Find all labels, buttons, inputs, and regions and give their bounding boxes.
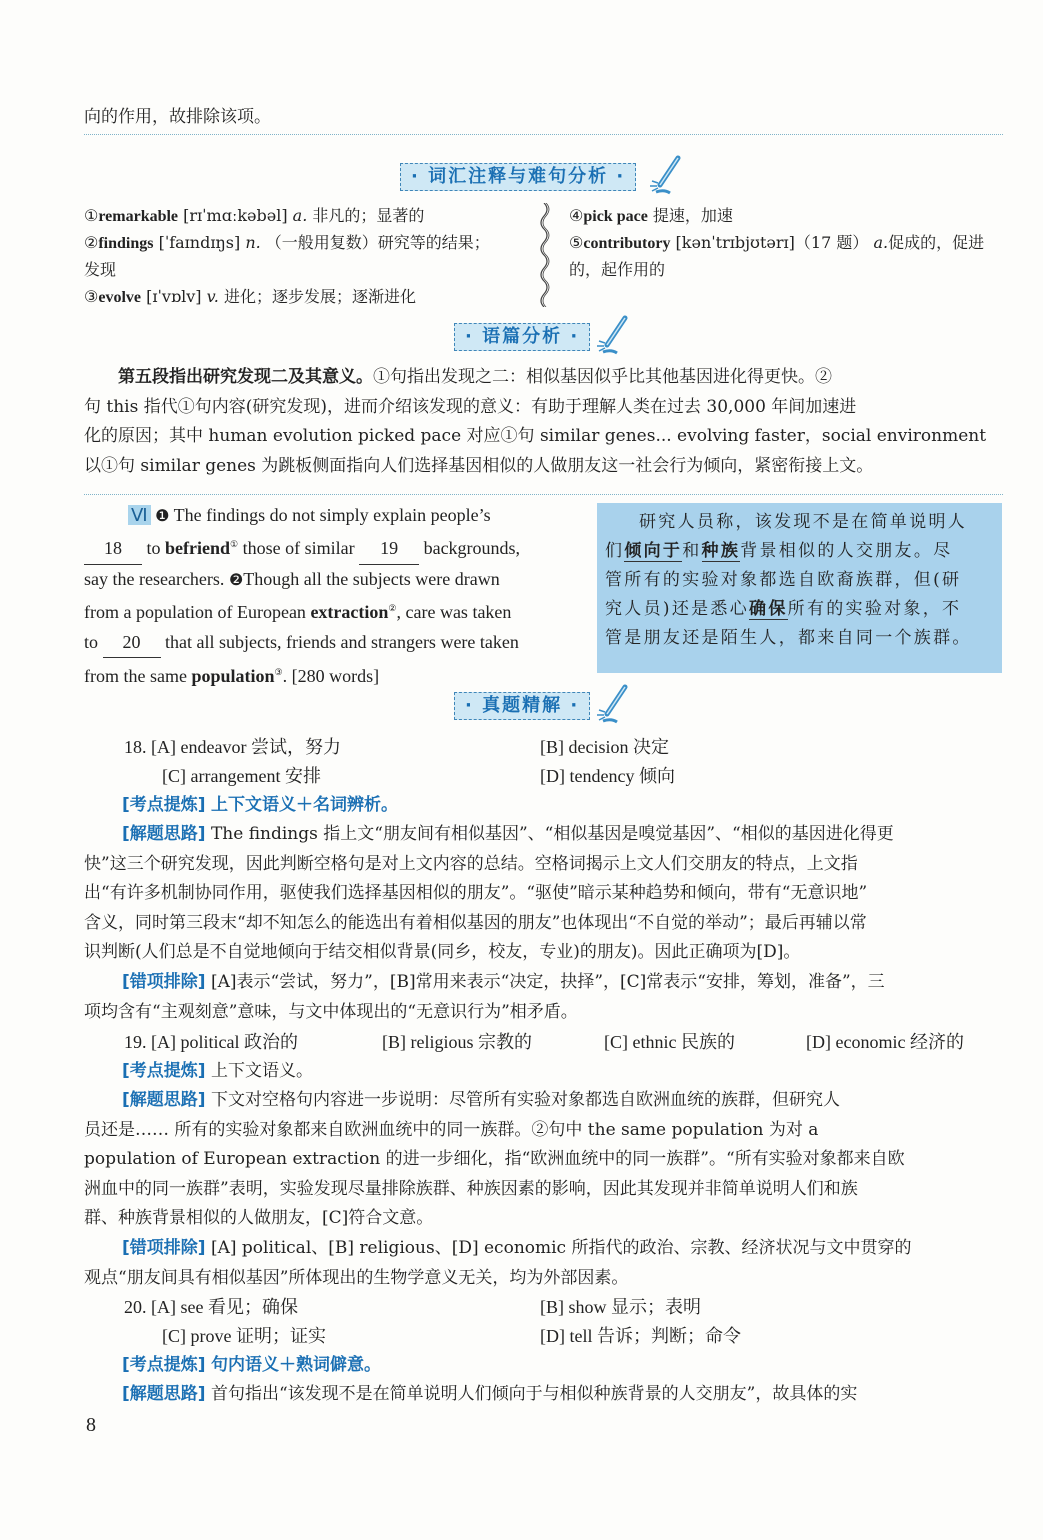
vocab-item-3: ③evolve [ɪˈvɒlv] v. 进化；逐步发展；逐渐进化 [84,287,416,306]
page-number: 8 [86,1414,96,1436]
discourse-analysis: 第五段指出研究发现二及其意义。①句指出发现之二：相似基因似乎比其他基因进化得更快。② 句 this 指代①句内容(研究发现)，进而介绍该发现的意义：有助于理解人类在过去 30,000 年间加速进 化的原因；其中 human evolution picked pace 对应①句 similar genes... evolving faster，social environment 以①句 similar genes 为跳板侧面指向人们选择基因相似的人做朋友这一社会行为倾向，紧密衔接上文。 [84,367,987,476]
section-divider [84,494,1003,495]
blank-18: 18 [84,534,142,564]
pen-icon [595,315,629,355]
vocab-item-2-cont: 发现 [84,260,117,279]
pen-icon [648,155,682,195]
vocab-item-4: ④pick pace 提速，加速 [569,206,733,225]
blank-19: 19 [359,534,419,564]
q20-option-c: [C] prove 证明；证实 [162,1326,326,1346]
vocab-item-1: ①remarkable [rɪˈmɑːkəbəl] a. 非凡的；显著的 [84,206,425,225]
q20-option-b: [B] show 显示；表明 [540,1297,701,1317]
q19-option-c: [C] ethnic 民族的 [604,1032,735,1052]
q19-test-point: [考点提炼] 上下文语义。 [122,1061,313,1081]
q19-reasoning: [解题思路] 下文对空格句内容进一步说明：尽管所有实验对象都选自欧洲血统的族群，但研究人 员还是…… 所有的实验对象都来自欧洲血统中的同一族群。②句中 the same population 为对 a population of European extraction 的进一步细化，指“欧洲血统中的同一族群”。“所有实验对象都来自欧 洲血中的同一族群”表明，实验发现尽量排除族群、种族因素的影响，因此其发现并非简单说明人们和族 群、种族背景相似的人做朋友，[C]符合文意。 [84,1090,905,1228]
q19-option-d: [D] economic 经济的 [806,1032,964,1052]
vocab-item-5: ⑤contributory [kənˈtrɪbjʊtərɪ]（17 题） a.促成的，促进 [569,233,985,252]
q19-wrong-options: [错项排除] [A] political、[B] religious、[D] economic 所指代的政治、宗教、经济状况与文中贯穿的 观点“朋友间具有相似基因”所体现出的生物学意义无关，均为外部因素。 [84,1238,912,1288]
section-divider [84,134,1003,135]
section-title-vocab: · 词汇注释与难句分析 · [400,163,636,191]
q18-reasoning: [解题思路] The findings 指上文“朋友间有相似基因”、“相似基因是嗅觉基因”、“相似的基因进化得更 快”这三个研究发现，因此判断空格句是对上文内容的总结。空格词揭示上文人们交朋友的特点，上文指 出“有许多机制协同作用，驱使我们选择基因相似的朋友”。“驱使”暗示某种趋势和倾向，带有“无意识地” 含义，同时第三段末“却不知怎么的能选出有着相似基因的朋友”也体现出“不自觉的举动”；最后再辅以常 识判断(人们总是不自觉地倾向于结交相似背景(同乡，校友，专业)的朋友)。因此正确项为[D]。 [84,824,894,962]
paragraph-number: Ⅵ [128,505,151,525]
continued-text: 向的作用，故排除该项。 [84,107,271,127]
translation-box: 研究人员称，该发现不是在简单说明人 们倾向于和种族背景相似的人交朋友。尽 管所有的实验对象都选自欧裔族群，但(研 究人员)还是悉心确保所有的实验对象，不 管是朋友还是陌生人，都来自同一个族群。 [597,503,1002,673]
q18-wrong-options: [错项排除] [A]表示“尝试，努力”，[B]常用来表示“决定，抉择”，[C]常表示“安排，筹划，准备”，三 项均含有“主观刻意”意味，与文中体现出的“无意识行为”相矛盾。 [84,972,885,1022]
q18-option-b: [B] decision 决定 [540,737,669,757]
q20-option-a: 20. [A] see 看见；确保 [124,1297,298,1317]
vocab-item-2: ②findings [ˈfaɪndɪŋs] n. （一般用复数）研究等的结果； [84,233,490,252]
q18-option-d: [D] tendency 倾向 [540,766,675,786]
q20-option-d: [D] tell 告诉；判断；命令 [540,1326,741,1346]
q18-option-c: [C] arrangement 安排 [162,766,321,786]
section-title-discourse: · 语篇分析 · [454,323,590,351]
q19-option-b: [B] religious 宗教的 [382,1032,532,1052]
q18-test-point: [考点提炼] 上下文语义＋名词辨析。 [122,795,398,815]
q20-test-point: [考点提炼] 句内语义＋熟词僻意。 [122,1355,381,1375]
passage-paragraph-6: Ⅵ ❶ The findings do not simply explain people’s 18 to befriend① those of similar 19 backgrounds, say the researchers. ❷Though all the subjects were drawn from a population of European extraction②, care was taken to 20 that all subjects, friends and strangers were taken from the same population③. [280 words] [84,505,521,687]
q20-reasoning: [解题思路] 首句指出“该发现不是在简单说明人们倾向于与相似种族背景的人交朋友”，故具体的实 [122,1384,858,1404]
pen-icon [595,684,629,724]
q18-option-a: 18. [A] endeavor 尝试，努力 [124,737,341,757]
section-title-answers: · 真题精解 · [454,692,590,720]
wavy-divider-icon [537,203,551,307]
blank-20: 20 [103,628,161,658]
vocab-item-5-cont: 的，起作用的 [569,260,666,279]
q19-option-a: 19. [A] political 政治的 [124,1032,298,1052]
